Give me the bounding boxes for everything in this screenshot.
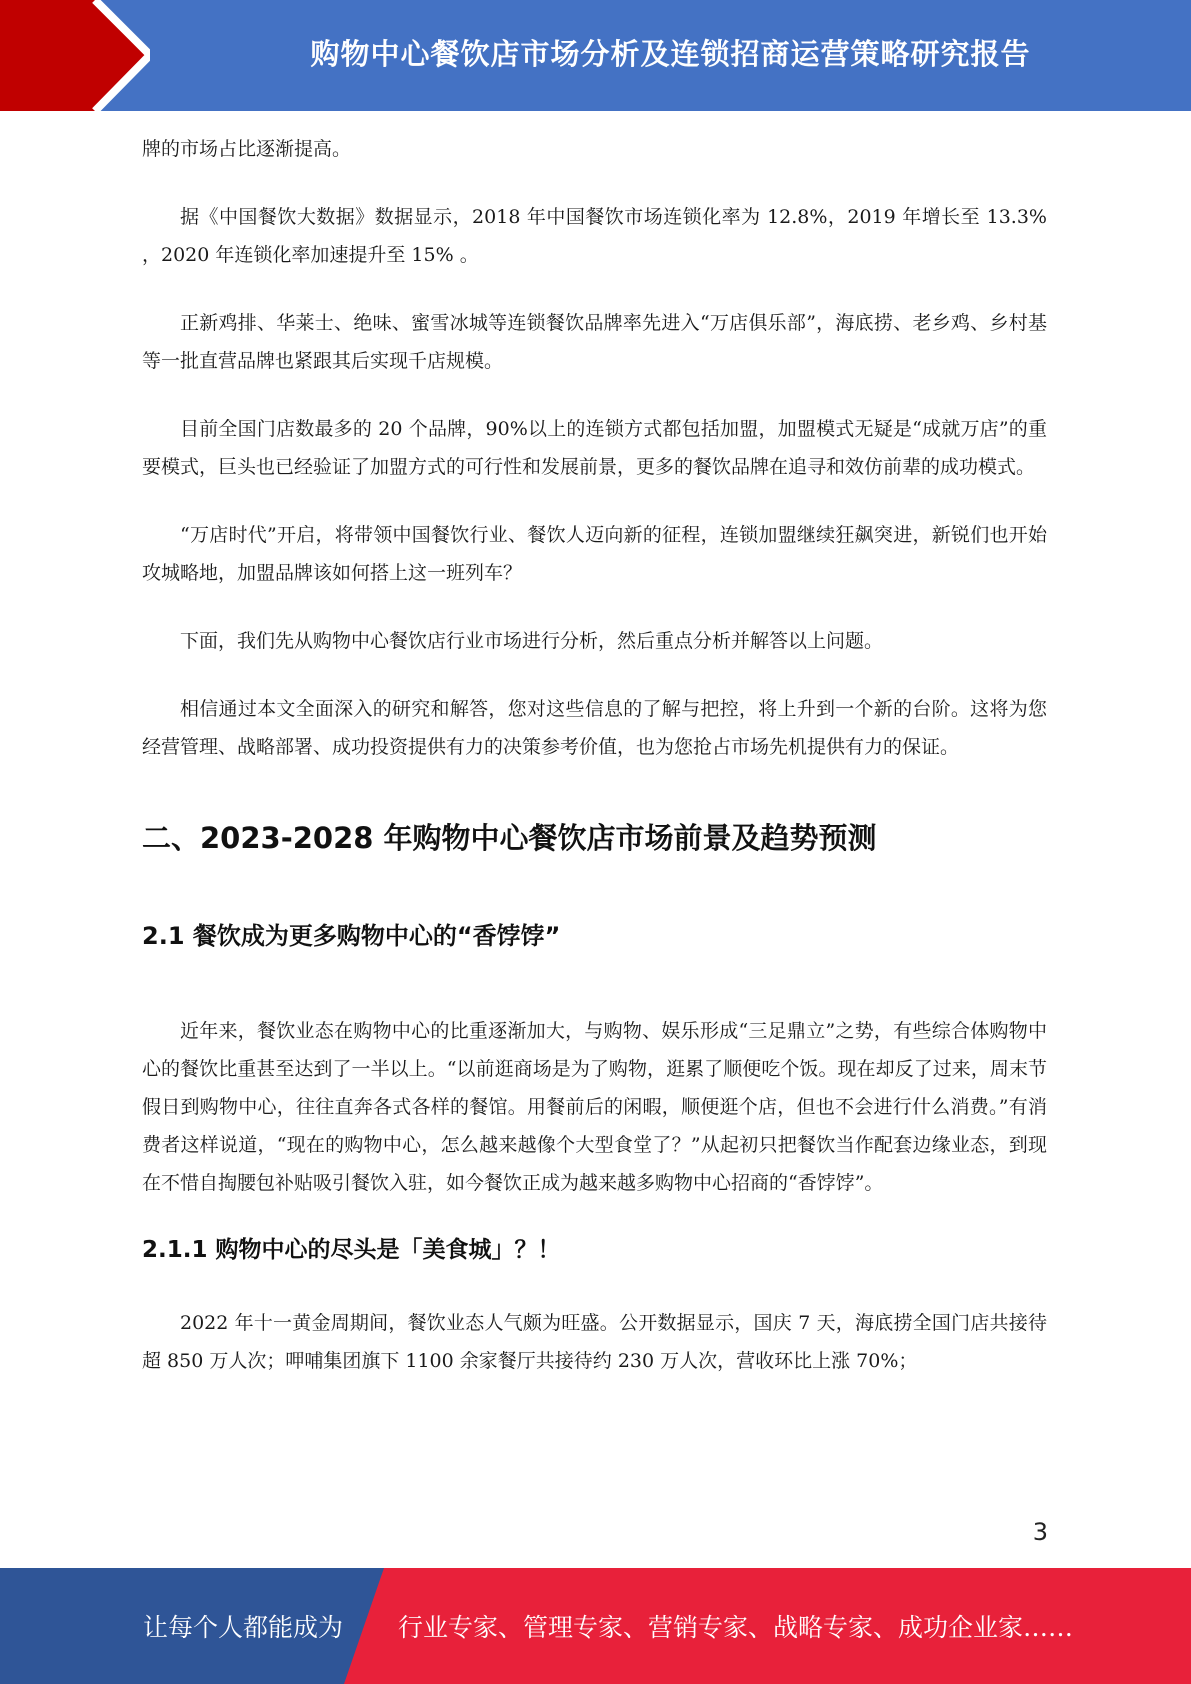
paragraph-golden-week: 2022 年十一黄金周期间，餐饮业态人气颇为旺盛。公开数据显示，国庆 7 天，海底捞全国门店共接待超 850 万人次；呷哺集团旗下 1100 余家餐厅共接待约 230 万人次，营收环比上涨 70%； — [142, 1312, 1047, 1372]
paragraph-value: 相信通过本文全面深入的研究和解答，您对这些信息的了解与把控，将上升到一个新的台阶。这将为您经营管理、战略部署、成功投资提供有力的决策参考价值，也为您抢占市场先机提供有力的保证。 — [142, 698, 1047, 758]
section-heading: 二、2023-2028 年购物中心餐饮店市场前景及趋势预测 — [142, 821, 877, 855]
page-header — [0, 0, 1191, 111]
report-title: 购物中心餐饮店市场分析及连锁招商运营策略研究报告 — [310, 36, 1031, 71]
header-arrow-decoration — [0, 0, 150, 111]
page-content — [142, 130, 1047, 1380]
paragraph-catering-share: 近年来，餐饮业态在购物中心的比重逐渐加大，与购物、娱乐形成“三足鼎立”之势，有些综合体购物中心的餐饮比重甚至达到了一半以上。“以前逛商场是为了购物，逛累了顺便吃个饭。现在却反了过来，周末节假日到购物中心，往往直奔各式各样的餐馆。用餐前后的闲暇，顺便逛个店，但也不会进行什么消费。”有消费者这样说道，“现在的购物中心，怎么越来越像个大型食堂了？”从起初只把餐饮当作配套边缘业态，到现在不惜自掏腰包补贴吸引餐饮入驻，如今餐饮正成为越来越多购物中心招商的“香饽饽”。 — [142, 1020, 1047, 1194]
paragraph-franchise: 目前全国门店数最多的 20 个品牌，90%以上的连锁方式都包括加盟，加盟模式无疑是“成就万店”的重要模式，巨头也已经验证了加盟方式的可行性和发展前景，更多的餐饮品牌在追寻和效仿前辈的成功模式。 — [142, 418, 1047, 478]
subsubsection-heading: 2.1.1 购物中心的尽头是「美食城」？！ — [142, 1237, 561, 1263]
footer-slogan-left: 让每个人都能成为 — [143, 1613, 344, 1642]
page-footer — [0, 1568, 1191, 1684]
paragraph-chain-rate: 据《中国餐饮大数据》数据显示，2018 年中国餐饮市场连锁化率为 12.8%，2019 年增长至 13.3% ，2020 年连锁化率加速提升至 15% 。 — [142, 206, 1047, 266]
footer-slogan-right: 行业专家、管理专家、营销专家、战略专家、成功企业家…… — [398, 1613, 1074, 1642]
page-number: 3 — [1032, 1518, 1048, 1546]
paragraph-era: “万店时代”开启，将带领中国餐饮行业、餐饮人迈向新的征程，连锁加盟继续狂飙突进，新锐们也开始攻城略地，加盟品牌该如何搭上这一班列车？ — [142, 524, 1047, 584]
subsection-heading: 2.1 餐饮成为更多购物中心的“香饽饽” — [142, 922, 561, 950]
paragraph-continuation: 牌的市场占比逐渐提高。 — [142, 138, 352, 160]
paragraph-brands: 正新鸡排、华莱士、绝味、蜜雪冰城等连锁餐饮品牌率先进入“万店俱乐部”，海底捞、老乡鸡、乡村基等一批直营品牌也紧跟其后实现千店规模。 — [142, 312, 1047, 372]
paragraph-intro: 下面，我们先从购物中心餐饮店行业市场进行分析，然后重点分析并解答以上问题。 — [180, 630, 884, 652]
